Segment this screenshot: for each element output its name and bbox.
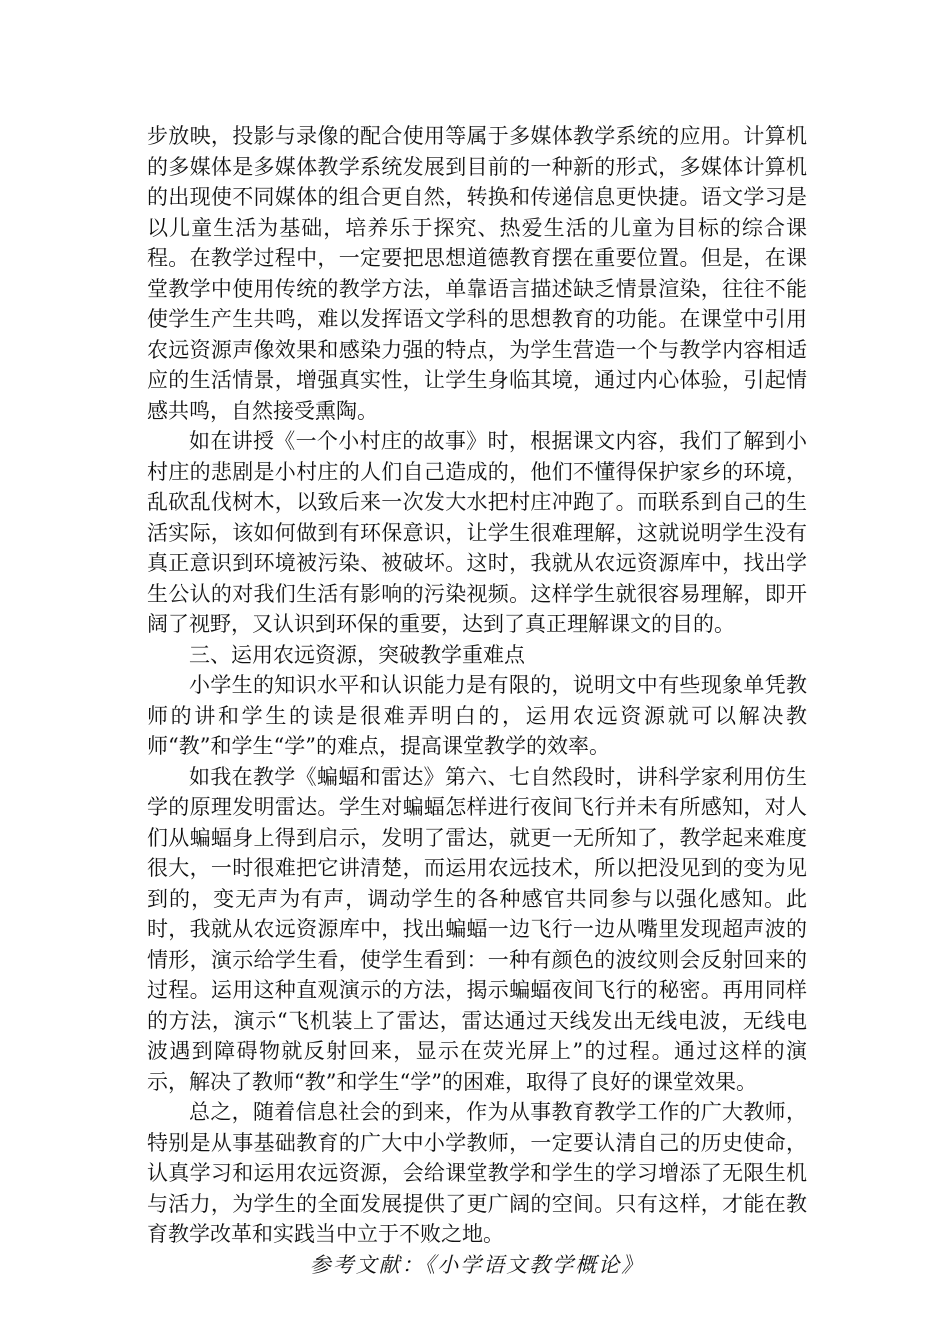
reference-line: 参考文献：《小学语文教学概论》 bbox=[309, 1252, 645, 1277]
section-heading-three: 三、运用农远资源，突破教学重难点 bbox=[189, 642, 525, 667]
paragraph-difficulties: 小学生的知识水平和认识能力是有限的，说明文中有些现象单凭教师的讲和学生的读是很难弄明白的，运用农远资源就可以解决教师“教”和学生“学”的难点，提高课堂教学的效率。 bbox=[147, 673, 807, 758]
paragraph-bat-radar: 如我在教学《蝙蝠和雷达》第六、七自然段时，讲科学家利用仿生学的原理发明雷达。学生对蝙蝠怎样进行夜间飞行并未有所感知，对人们从蝙蝠身上得到启示，发明了雷达，就更一无所知了，教学起来难度很大，一时很难把它讲清楚，而运用农远技术，所以把没见到的变为见到的，变无声为有声，调动学生的各种感官共同参与以强化感知。此时，我就从农远资源库中，找出蝙蝠一边飞行一边从嘴里发现超声波的情形，演示给学生看，使学生看到：一种有颜色的波纹则会反射回来的过程。运用这种直观演示的方法，揭示蝙蝠夜间飞行的秘密。再用同样的方法，演示“飞机装上了雷达，雷达通过天线发出无线电波，无线电波遇到障碍物就反射回来，显示在荧光屏上”的过程。通过这样的演示，解决了教师“教”和学生“学”的困难，取得了良好的课堂效果。 bbox=[147, 764, 807, 1094]
document-body bbox=[147, 121, 807, 1280]
paragraph-village-story: 如在讲授《一个小村庄的故事》时，根据课文内容，我们了解到小村庄的悲剧是小村庄的人们自己造成的，他们不懂得保护家乡的环境，乱砍乱伐树木，以致后来一次发大水把村庄冲跑了。而联系到自己的生活实际，该如何做到有环保意识，让学生很难理解，这就说明学生没有真正意识到环境被污染、被破坏。这时，我就从农远资源库中，找出学生公认的对我们生活有影响的污染视频。这样学生就很容易理解，即开阔了视野，又认识到环保的重要，达到了真正理解课文的目的。 bbox=[147, 429, 807, 636]
paragraph-multimedia-continued: 步放映，投影与录像的配合使用等属于多媒体教学系统的应用。计算机的多媒体是多媒体教学系统发展到目前的一种新的形式，多媒体计算机的出现使不同媒体的组合更自然，转换和传递信息更快捷。语文学习是以儿童生活为基础，培养乐于探究、热爱生活的儿童为目标的综合课程。在教学过程中，一定要把思想道德教育摆在重要位置。但是，在课堂教学中使用传统的教学方法，单靠语言描述缺乏情景渲染，往往不能使学生产生共鸣，难以发挥语文学科的思想教育的功能。在课堂中引用农远资源声像效果和感染力强的特点，为学生营造一个与教学内容相适应的生活情景，增强真实性，让学生身临其境，通过内心体验，引起情感共鸣，自然接受熏陶。 bbox=[147, 124, 807, 423]
paragraph-conclusion: 总之，随着信息社会的到来，作为从事教育教学工作的广大教师，特别是从事基础教育的广大中小学教师，一定要认清自己的历史使命，认真学习和运用农远资源，会给课堂教学和学生的学习增添了无限生机与活力，为学生的全面发展提供了更广阔的空间。只有这样，才能在教育教学改革和实践当中立于不败之地。 bbox=[147, 1100, 807, 1246]
